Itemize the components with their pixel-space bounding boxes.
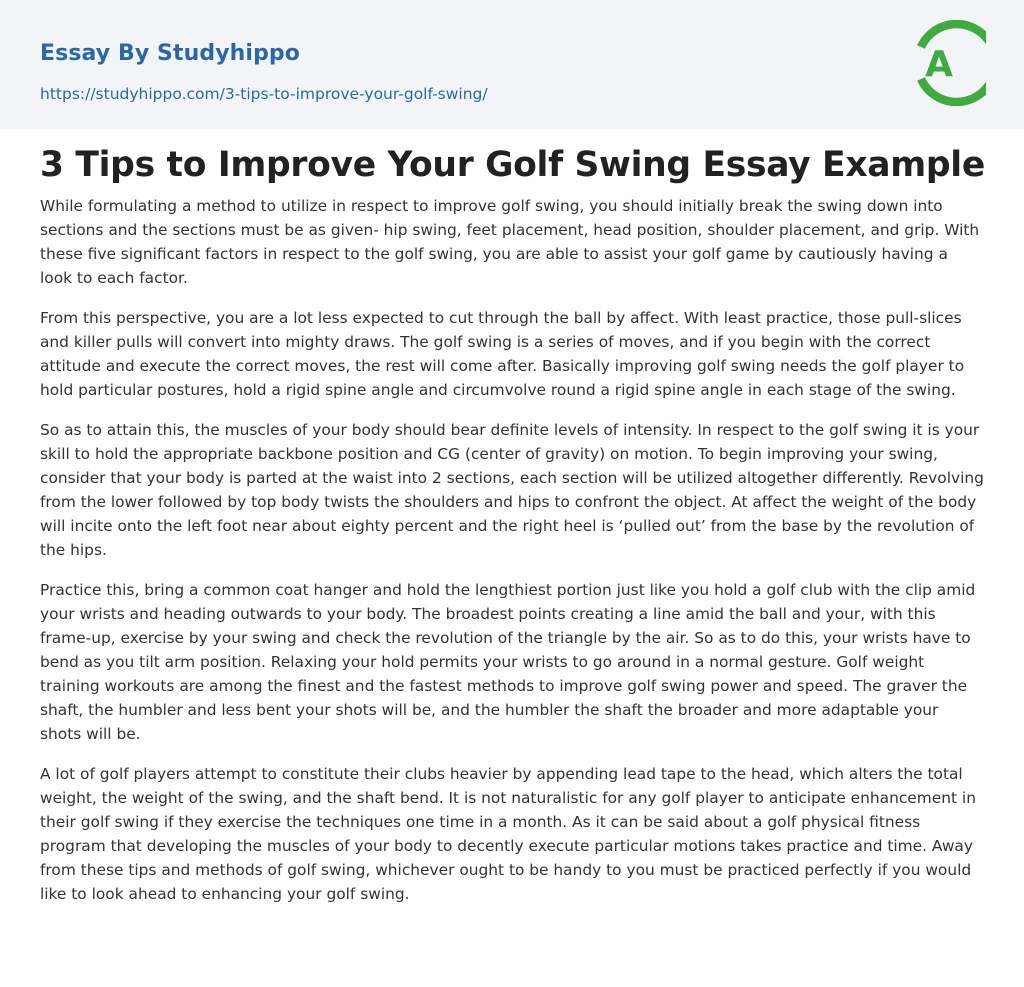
source-url-link[interactable]: https://studyhippo.com/3-tips-to-improve-your-golf-swing/ — [40, 85, 488, 103]
essay-paragraph: So as to attain this, the muscles of your body should bear definite levels of intensity. In respect to the golf swing it is your skill to hold the appropriate backbone position and CG (center of gravity) on motion. To begin improving your swing, consider that your body is parted at the waist into 2 sections, each section will be utilized altogether differently. Revolving from the lower followed by top body twists the shoulders and hips to confront the object. At affect the weight of the body will incite onto the left foot near about eighty percent and the right heel is ‘pulled out’ from the base by the revolution of the hips. — [40, 421, 984, 559]
essay-paragraph: From this perspective, you are a lot less expected to cut through the ball by affect. With least practice, those pull-slices and killer pulls will convert into mighty draws. The golf swing is a series of moves, and if you begin with the correct attitude and execute the correct moves, the rest will come after. Basically improving golf swing needs the golf player to hold particular postures, hold a rigid spine angle and circumvolve round a rigid spine angle in each stage of the swing. — [40, 309, 965, 399]
site-header — [0, 0, 1024, 129]
circle-a-logo-icon[interactable] — [912, 20, 986, 106]
essay-paragraph: While formulating a method to utilize in respect to improve golf swing, you should initially break the swing down into sections and the sections must be as given- hip swing, feet placement, head position, shoulder placement, and grip. With these five significant factors in respect to the golf swing, you are able to assist your golf game by cautiously having a look to each factor. — [40, 197, 980, 287]
page-title: 3 Tips to Improve Your Golf Swing Essay Example — [40, 145, 985, 185]
essay-body — [40, 194, 984, 922]
logo-letter: A — [925, 44, 953, 85]
essay-paragraph: Practice this, bring a common coat hanger and hold the lengthiest portion just like you hold a golf club with the clip amid your wrists and heading outwards to your body. The broadest points creating a line amid the ball and your, with this frame-up, exercise by your swing and check the revolution of the triangle by the air. So as to do this, your wrists have to bend as you tilt arm position. Relaxing your hold permits your wrists to go around in a normal gesture. Golf weight training workouts are among the finest and the fastest methods to improve golf swing power and speed. The graver the shaft, the humbler and less bent your shots will be, and the humbler the shaft the broader and more adaptable your shots will be. — [40, 581, 976, 743]
site-brand[interactable]: Essay By Studyhippo — [40, 41, 300, 66]
essay-paragraph: A lot of golf players attempt to constitute their clubs heavier by appending lead tape to the head, which alters the total weight, the weight of the swing, and the shaft bend. It is not naturalistic for any golf player to anticipate enhancement in their golf swing if they exercise the techniques one time in a month. As it can be said about a golf physical fitness program that developing the muscles of your body to decently execute particular motions takes practice and time. Away from these tips and methods of golf swing, whichever ought to be handy to you must be practiced perfectly if you would like to look ahead to enhancing your golf swing. — [40, 765, 976, 903]
